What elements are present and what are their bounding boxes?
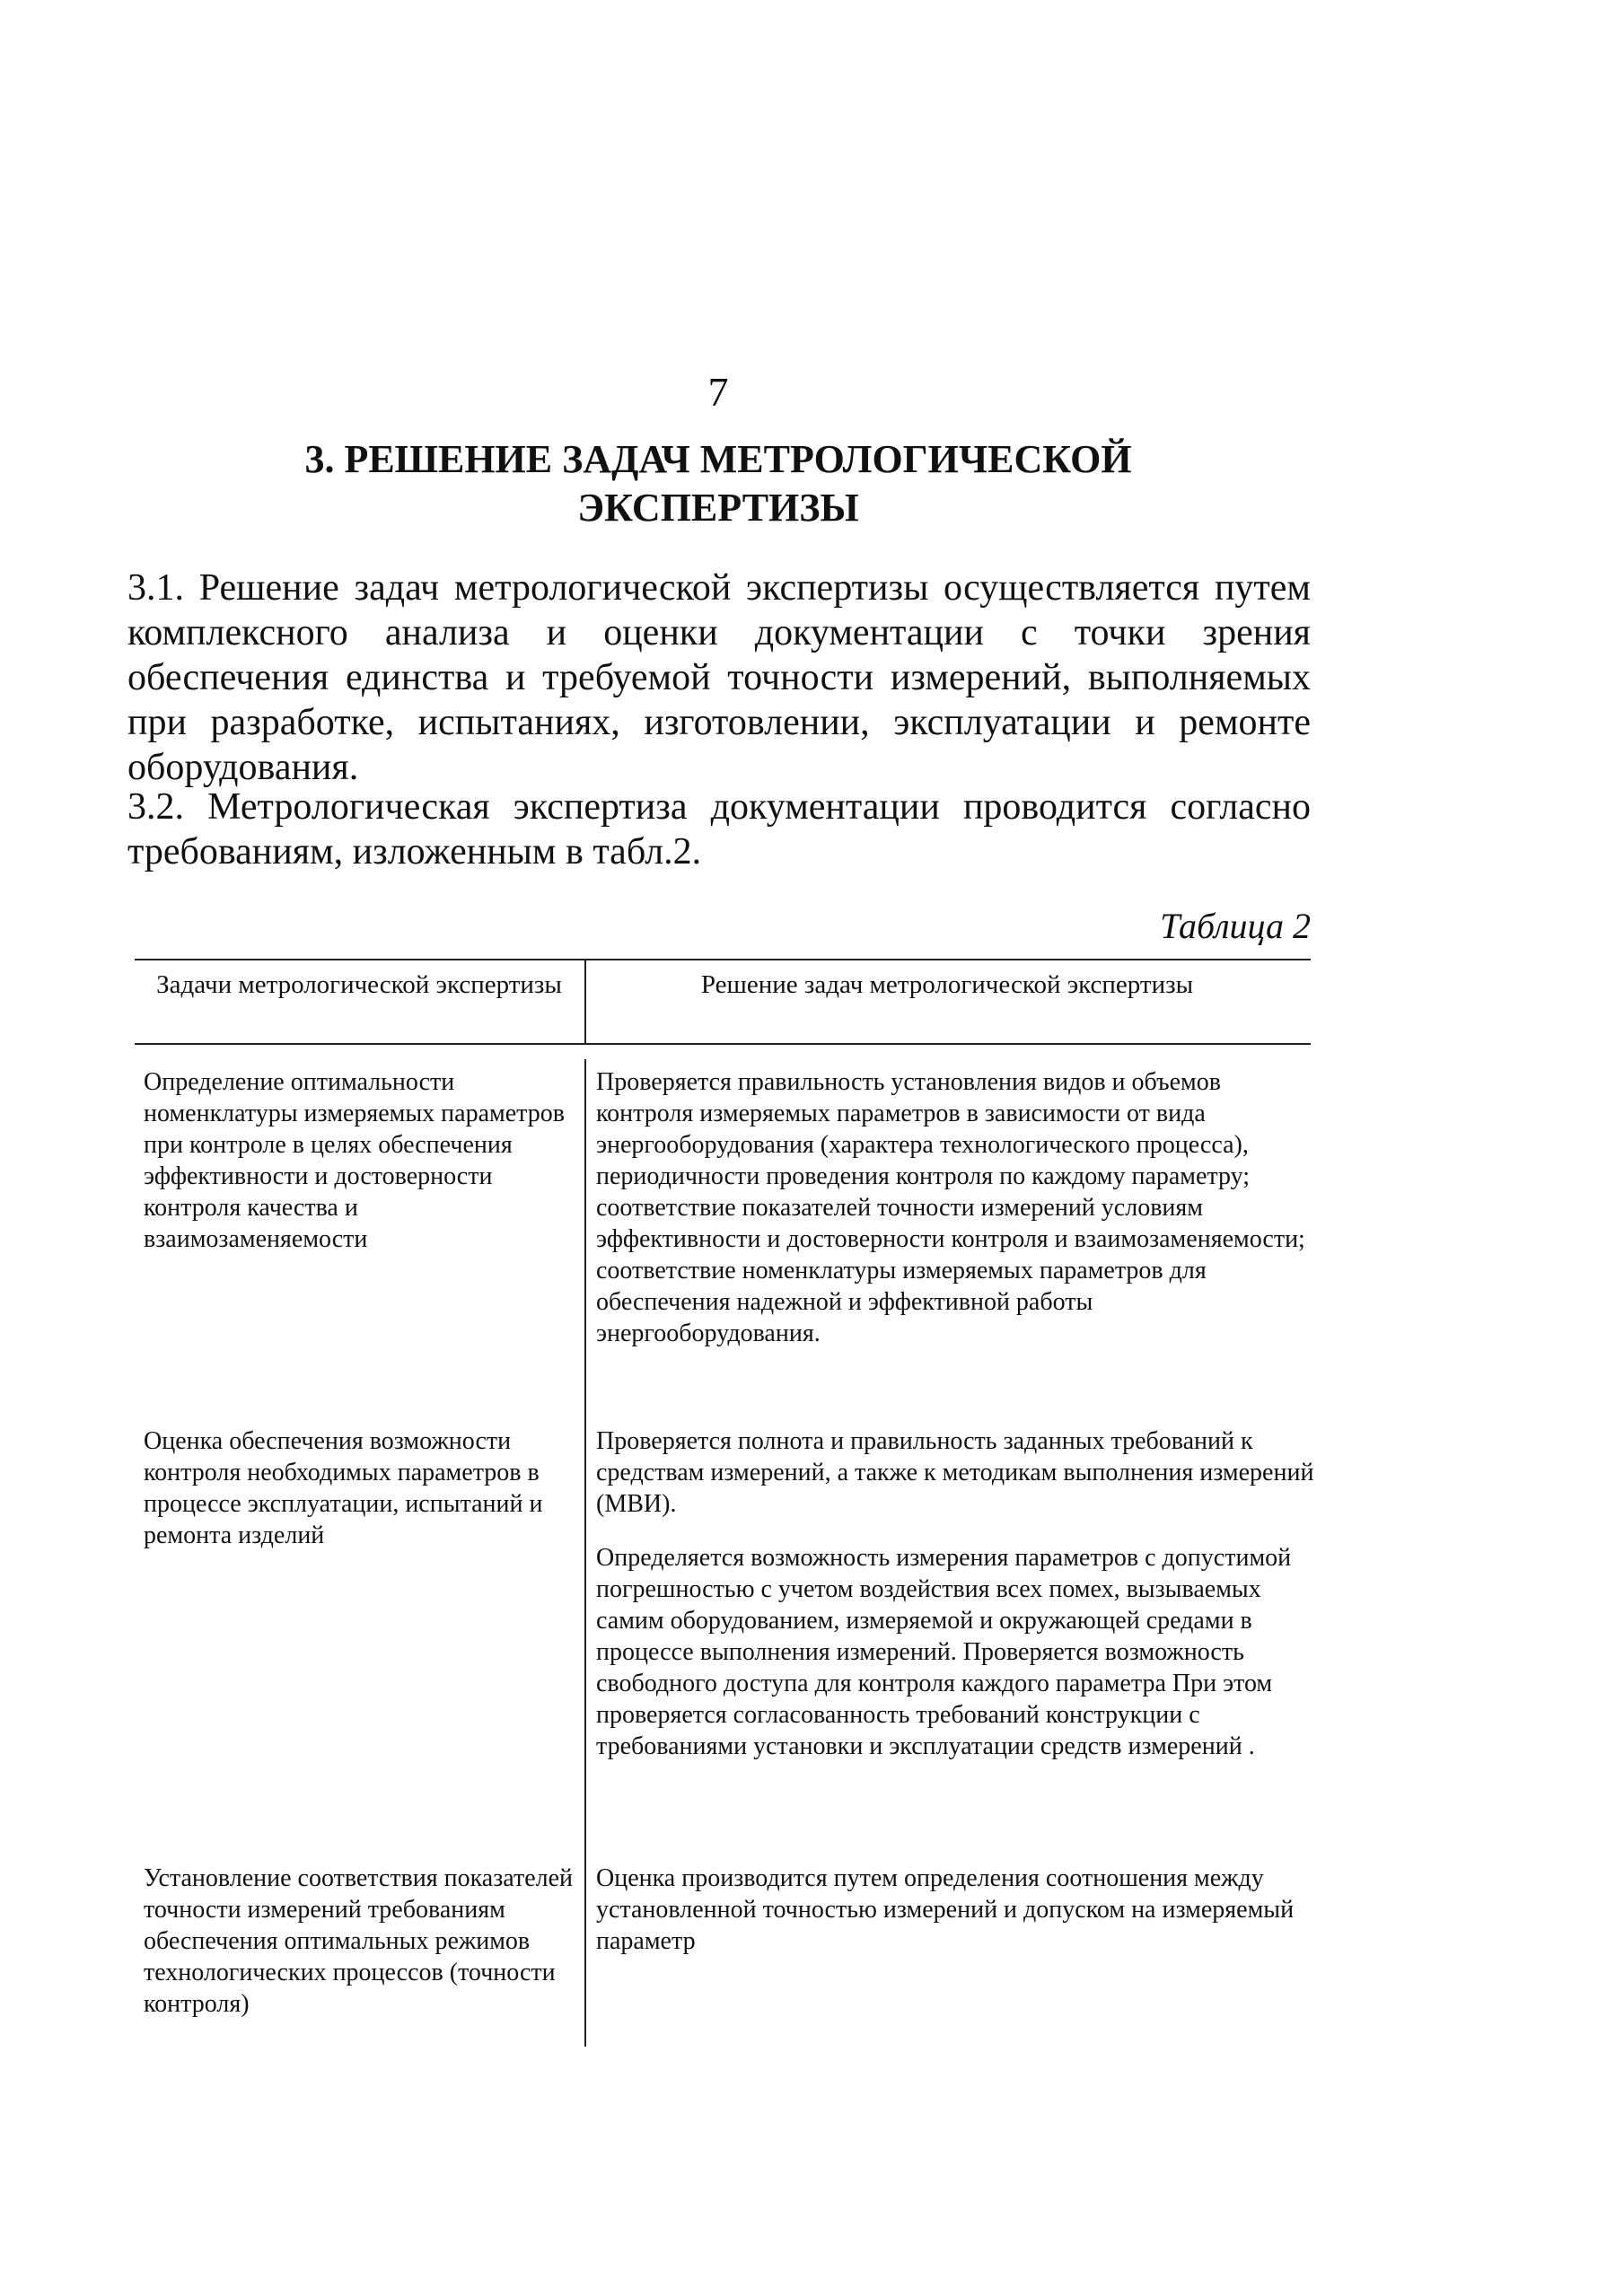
page-number: 7 xyxy=(707,369,729,415)
table-row-3-solution: Оценка производится путем определения соотношения между установленной точностью измерений и допуском на измеряемый параметр xyxy=(596,1864,1295,1955)
table-row-2-solution-2: Определяется возможность измерения параметров с допустимой погрешностью с учетом воздействия всех помех, вызываемых самим оборудованием, измеряемой и окружающей средами в процессе выполнения измерений. Проверяется возможность свободного доступа для контроля каждого параметра При этом проверяется согласованность требований конструкции с требованиями установки и эксплуатации средств измерений . xyxy=(596,1544,1292,1760)
table-row-2-task: Оценка обеспечения возможности контроля необходимых параметров в процессе эксплуатации, испытаний и ремонта изделий xyxy=(144,1427,543,1549)
table-row-3-task: Установление соответствия показателей точности измерений требованиям обеспечения оптимальных режимов технологических процессов (точности контроля) xyxy=(144,1864,574,2018)
section-title xyxy=(180,435,1257,532)
table-column-divider xyxy=(584,1059,586,2047)
table-top-rule xyxy=(135,959,1311,960)
table-header-tasks: Задачи метрологической экспертизы xyxy=(156,970,562,999)
section-title-line-1: 3. РЕШЕНИЕ ЗАДАЧ МЕТРОЛОГИЧЕСКОЙ xyxy=(304,437,1132,481)
paragraph-3-2: 3.2. Метрологическая экспертиза документации проводится согласно требованиям, изложенным в табл.2. xyxy=(127,786,1311,872)
table-caption: Таблица 2 xyxy=(1160,906,1311,946)
paragraph-3-1: 3.1. Решение задач метрологической экспертизы осуществляется путем комплексного анализа и оценки документации с точки зрения обеспечения единства и требуемой точности измерений, выполняемых при разработке, испытаниях, изготовлении, эксплуатации и ремонте оборудования. xyxy=(127,567,1311,788)
table-header-solutions: Решение задач метрологической экспертизы xyxy=(700,970,1194,999)
table-header-rule xyxy=(135,1043,1311,1045)
table-header-divider xyxy=(584,959,586,1043)
table-row-1-task: Определение оптимальности номенклатуры измеряемых параметров при контроле в целях обеспечения эффективности и достоверности контроля качества и взаимозаменяемости xyxy=(144,1068,565,1253)
table-row-2-solution-1: Проверяется полнота и правильность заданных требований к средствам измерений, а также к методикам выполнения измерений (МВИ). xyxy=(596,1427,1314,1518)
section-title-line-2: ЭКСПЕРТИЗЫ xyxy=(577,486,859,530)
table-row-1-solution: Проверяется правильность установления видов и объемов контроля измеряемых параметров в зависимости от вида энергооборудования (характера технологического процесса), периодичности проведения контроля по каждому параметру; соответствие показателей точности измерений условиям эффективности и достоверности контроля и взаимозаменяемости; соответствие номенклатуры измеряемых параметров для обеспечения надежной и эффективной работы энергооборудования. xyxy=(596,1068,1305,1347)
